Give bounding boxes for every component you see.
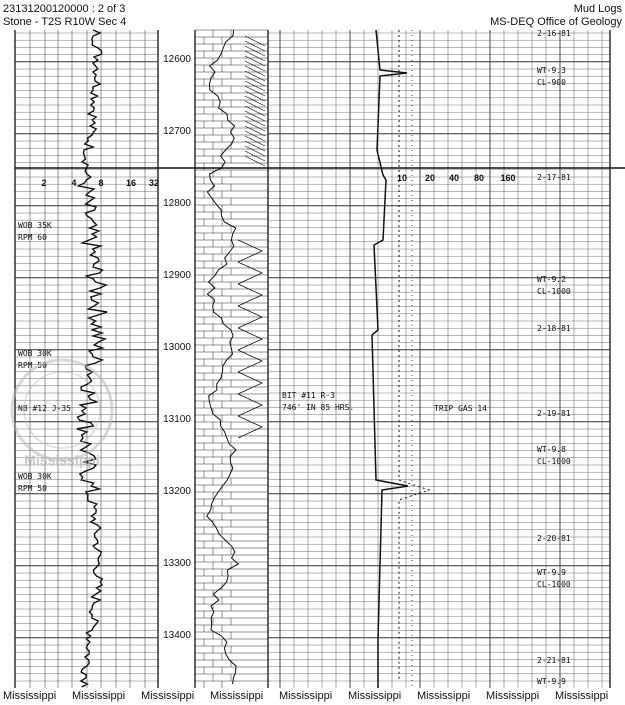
lithology-shale-mark <box>238 350 262 372</box>
lithology-shale-mark <box>238 416 262 438</box>
lithology-hatch <box>245 71 265 81</box>
depth-label: 13400 <box>163 630 191 641</box>
depth-label: 12800 <box>163 198 191 209</box>
depth-label: 13100 <box>163 414 191 425</box>
bit-trip-note: TRIP GAS 14 <box>434 404 487 413</box>
rate-scale-label: 8 <box>98 178 104 188</box>
footer-repeat-label: Mississippi <box>72 690 126 702</box>
lithology-hatch <box>245 91 265 101</box>
mud-date-note: CL-1000 <box>537 287 571 296</box>
log-grid <box>15 30 625 688</box>
mud-date-note: 2-19-81 <box>537 409 571 418</box>
drilling-note: WOB 30K <box>18 472 52 481</box>
drilling-note: NB #12 J-35 <box>18 404 71 413</box>
mud-date-note: CL-1000 <box>537 457 571 466</box>
watermark-seal <box>12 360 112 468</box>
drilling-note: RPM 50 <box>18 484 47 493</box>
gas-scale-label: 10 <box>396 173 408 183</box>
lithology-hatch <box>245 131 265 141</box>
drilling-note: RPM 60 <box>18 233 47 242</box>
drilling-note: WOB 30K <box>18 349 52 358</box>
footer-strip <box>0 688 625 705</box>
footer-repeat-label: Mississippi <box>555 690 609 702</box>
lithology-shale-mark <box>238 372 262 394</box>
mud-date-note: WT-9.2 <box>537 275 566 284</box>
lithology-hatch <box>245 156 265 166</box>
mud-date-note: 2-16-81 <box>537 29 571 38</box>
lithology-shale-mark <box>238 394 262 416</box>
watermark-seal-text: Mississippi <box>24 452 100 468</box>
mud-date-note: WT-9.3 <box>537 66 566 75</box>
lithology-shale-mark <box>238 284 262 306</box>
lithology-hatch <box>245 111 265 121</box>
lithology-shale-mark <box>238 262 262 284</box>
total-gas-curve <box>372 30 408 688</box>
lithology-shale-mark <box>238 328 262 350</box>
footer-repeat-label: Mississippi <box>279 690 333 702</box>
depth-label: 13000 <box>163 342 191 353</box>
footer-repeat-label: Mississippi <box>348 690 402 702</box>
lithology-hatch <box>245 136 265 146</box>
bit-trip-note: 746' IN 85 HRS. <box>282 403 355 412</box>
penetration-rate-curve <box>77 30 107 687</box>
rate-scale-label: 4 <box>71 178 77 188</box>
mud-date-note: CL-900 <box>537 78 566 87</box>
depth-label: 13300 <box>163 558 191 569</box>
depth-label: 12600 <box>163 54 191 65</box>
footer-repeat-label: Mississippi <box>486 690 540 702</box>
rate-scale-label: 2 <box>41 178 47 188</box>
lithology-hatch <box>245 66 265 76</box>
footer-repeat-label: Mississippi <box>417 690 471 702</box>
mud-date-note: CL-1000 <box>537 580 571 589</box>
depth-label: 12900 <box>163 270 191 281</box>
lithology-hatch <box>245 121 265 131</box>
lithology-hatch <box>245 141 265 151</box>
footer-repeat-label: Mississippi <box>210 690 264 702</box>
header-location: Stone - T2S R10W Sec 4 <box>3 16 127 28</box>
rate-scale-label: 16 <box>125 178 137 188</box>
lithology-hatch <box>245 86 265 96</box>
gas-scale-label: 160 <box>500 173 516 183</box>
gas-scale-label: 20 <box>424 173 436 183</box>
bit-trip-note: BIT #11 R-3 <box>282 391 335 400</box>
gas-scale-label: 80 <box>473 173 485 183</box>
gas-scale-label: 40 <box>448 173 460 183</box>
lithology-hatch <box>245 61 265 71</box>
header-api-page: 23131200120000 : 2 of 3 <box>3 3 126 15</box>
drilling-note: WOB 35K <box>18 221 52 230</box>
header-doc-type: Mud Logs <box>573 3 622 15</box>
lithology-hatch <box>245 101 265 111</box>
lithology-shale-mark <box>238 240 262 262</box>
footer-repeat-label: Mississippi <box>141 690 195 702</box>
header-agency: MS-DEQ Office of Geology <box>490 16 622 28</box>
drilling-note: RPM 50 <box>18 361 47 370</box>
rate-scale-label: 32 <box>148 178 160 188</box>
lithology-hatch <box>245 51 265 61</box>
mud-date-note: WT-9.8 <box>537 445 566 454</box>
mud-date-note: WT-9.9 <box>537 568 566 577</box>
mud-date-note: 2-20-81 <box>537 534 571 543</box>
lithology-hatch <box>245 106 265 116</box>
footer-repeat-label: Mississippi <box>3 690 57 702</box>
mud-date-note: 2-17-81 <box>537 173 571 182</box>
depth-label: 13200 <box>163 486 191 497</box>
lithology-hatch <box>245 56 265 66</box>
lithology-hatch <box>245 126 265 136</box>
lithology-hatch <box>245 36 265 46</box>
mud-date-note: 2-21-81 <box>537 656 571 665</box>
chromatograph-curve <box>396 30 429 680</box>
lithology-hatch <box>245 146 265 156</box>
lithology-hatch <box>245 76 265 86</box>
mud-date-note: WT-9.9 <box>537 677 566 686</box>
mud-date-note: 2-18-81 <box>537 324 571 333</box>
lithology-hatch <box>245 96 265 106</box>
depth-label: 12700 <box>163 126 191 137</box>
lithology-hatch <box>245 41 265 51</box>
lithology-column <box>195 30 268 688</box>
